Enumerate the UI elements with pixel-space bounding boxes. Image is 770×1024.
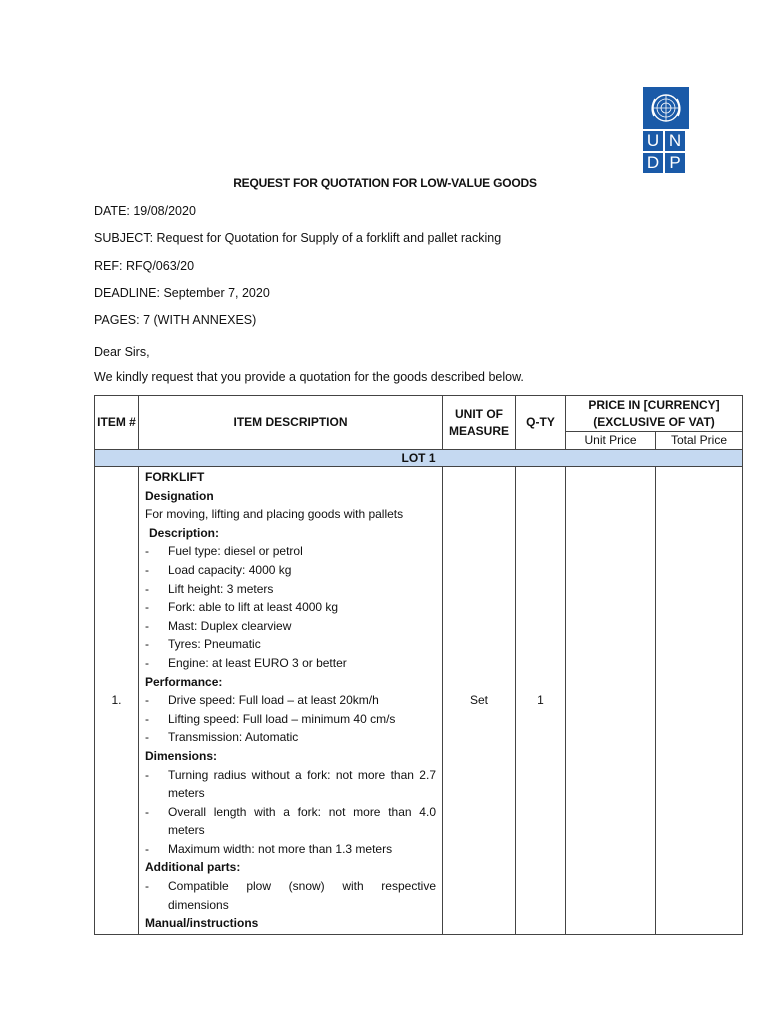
intro-text: We kindly request that you provide a quotation for the goods described below. [94,370,524,384]
list-item: - Fuel type: diesel or petrol [145,542,436,561]
list-item: - Fork: able to lift at least 4000 kg [145,598,436,617]
list-item: - Turning radius without a fork: not more than 2.7 meters [145,766,436,803]
logo-letter-p: P [665,153,685,173]
quantity-cell: 1 [516,467,566,935]
description-list [145,542,436,672]
unit-of-measure-cell: Set [443,467,516,935]
additional-parts-list [145,877,436,914]
list-item: - Transmission: Automatic [145,728,436,747]
header-item-description: ITEM DESCRIPTION [139,396,443,450]
header-quantity: Q-TY [516,396,566,450]
date-line: DATE: 19/08/2020 [94,204,196,218]
designation-heading: Designation [145,488,214,503]
item-name: FORKLIFT [145,470,205,484]
un-emblem-icon [643,87,689,129]
total-price-cell[interactable] [656,467,743,935]
list-item: - Compatible plow (snow) with respective dimensions [145,877,436,914]
list-item: - Overall length with a fork: not more than 4.0 meters [145,803,436,840]
quotation-table [94,395,743,935]
dimensions-heading: Dimensions: [145,748,218,763]
additional-parts-heading: Additional parts: [145,860,241,875]
dimensions-list [145,766,436,859]
header-item-number: ITEM # [95,396,139,450]
header-unit-price: Unit Price [566,432,656,450]
performance-list [145,691,436,747]
list-item: - Load capacity: 4000 kg [145,561,436,580]
list-item: - Maximum width: not more than 1.3 meters [145,840,436,859]
item-number-cell: 1. [95,467,139,935]
unit-price-cell[interactable] [566,467,656,935]
lot-row: LOT 1 [95,450,743,467]
header-total-price: Total Price [656,432,743,450]
pages-line: PAGES: 7 (WITH ANNEXES) [94,313,257,327]
salutation: Dear Sirs, [94,345,150,359]
designation-text: For moving, lifting and placing goods with pallets [145,507,404,522]
subject-line: SUBJECT: Request for Quotation for Supply of a forklift and pallet racking [94,231,502,245]
deadline-line: DEADLINE: September 7, 2020 [94,286,270,300]
document-title: REQUEST FOR QUOTATION FOR LOW-VALUE GOODS [233,176,537,190]
list-item: - Tyres: Pneumatic [145,635,436,654]
logo-letter-d: D [643,153,663,173]
performance-heading: Performance: [145,674,223,689]
manual-heading: Manual/instructions [145,916,259,931]
item-description-cell [139,467,443,935]
list-item: - Drive speed: Full load – at least 20km/h [145,691,436,710]
undp-logo [643,87,689,175]
logo-letter-u: U [643,131,663,151]
logo-letter-n: N [665,131,685,151]
header-unit-of-measure: UNIT OF MEASURE [443,396,516,450]
list-item: - Lift height: 3 meters [145,580,436,599]
list-item: - Lifting speed: Full load – minimum 40 cm/s [145,710,436,729]
ref-line: REF: RFQ/063/20 [94,259,195,273]
list-item: - Engine: at least EURO 3 or better [145,654,436,673]
list-item: - Mast: Duplex clearview [145,617,436,636]
description-heading: Description: [149,525,220,540]
header-price: PRICE IN [CURRENCY] (EXCLUSIVE OF VAT) [566,396,743,432]
